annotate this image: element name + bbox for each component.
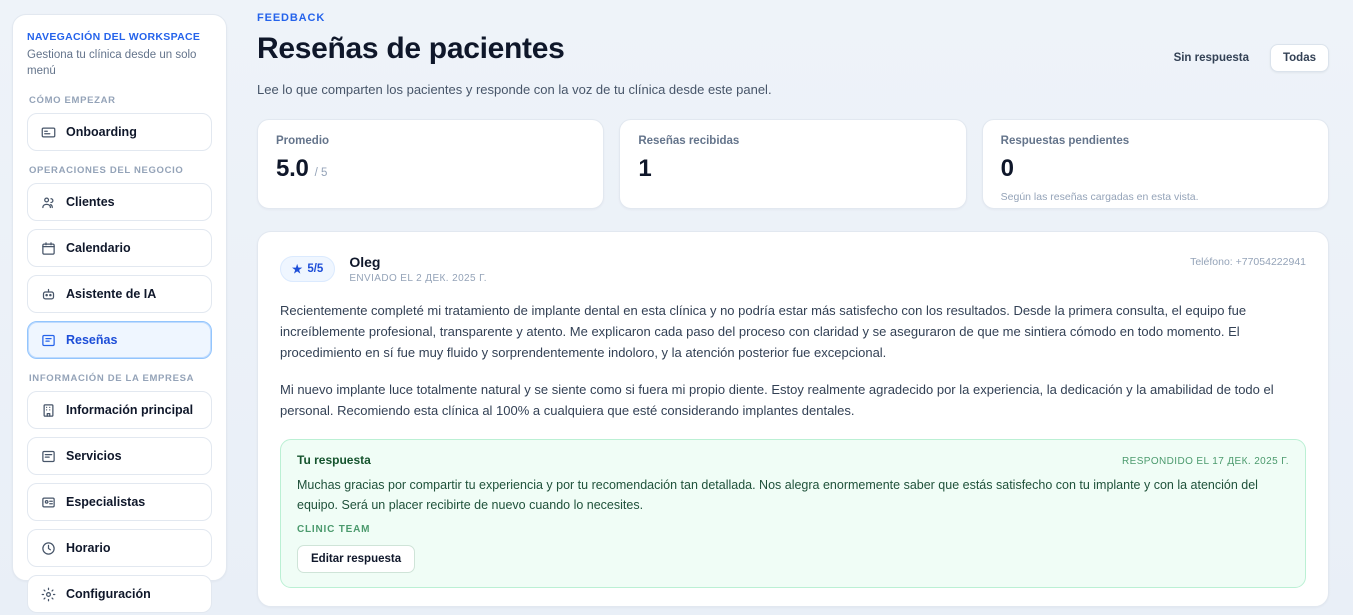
page-title: Reseñas de pacientes bbox=[257, 32, 565, 65]
sidebar-card bbox=[12, 14, 227, 602]
sidebar-item-label: Onboarding bbox=[66, 125, 137, 140]
breadcrumb: FEEDBACK bbox=[257, 12, 326, 24]
review-body bbox=[280, 300, 1306, 421]
stat-note: Según las reseñas cargadas en esta vista. bbox=[1000, 191, 1199, 203]
sidebar-item-label: Servicios bbox=[66, 449, 122, 464]
sidebar-item-servicios[interactable] bbox=[27, 437, 212, 475]
sidebar-item-asistente-de-ia[interactable] bbox=[27, 275, 212, 313]
sidebar-item-horario[interactable] bbox=[27, 529, 212, 567]
stat-label: Promedio bbox=[276, 135, 330, 147]
status-badge bbox=[280, 256, 335, 282]
stat-value: 5.0 bbox=[276, 155, 309, 182]
sidebar-item-label: Clientes bbox=[66, 195, 115, 210]
gear-icon bbox=[40, 586, 56, 602]
stat-value-row bbox=[638, 155, 947, 183]
stat-card-promedio bbox=[257, 119, 604, 209]
clock-icon bbox=[40, 540, 56, 556]
sidebar-item-informacion-principal[interactable] bbox=[27, 391, 212, 429]
review-panel bbox=[257, 231, 1329, 607]
list-icon bbox=[40, 448, 56, 464]
filter-group bbox=[1161, 44, 1329, 72]
stat-value-row bbox=[276, 155, 585, 183]
star-icon: ★ bbox=[292, 264, 303, 276]
building-icon bbox=[40, 402, 56, 418]
stat-suffix: / 5 bbox=[314, 167, 328, 179]
stats-row bbox=[257, 119, 1329, 209]
filter-todas[interactable]: Todas bbox=[1270, 44, 1329, 72]
reply-title: Tu respuesta bbox=[297, 453, 371, 468]
edit-reply-button[interactable]: Editar respuesta bbox=[297, 545, 415, 573]
review-header bbox=[280, 254, 1306, 284]
sidebar-item-calendario[interactable] bbox=[27, 229, 212, 267]
sidebar-item-clientes[interactable] bbox=[27, 183, 212, 221]
stat-value: 0 bbox=[1000, 155, 1014, 182]
id-card-icon bbox=[40, 124, 56, 140]
sidebar-item-onboarding[interactable] bbox=[27, 113, 212, 151]
sidebar-item-label: Horario bbox=[66, 541, 111, 556]
sidebar-item-resenas[interactable] bbox=[27, 321, 212, 359]
sidebar bbox=[0, 0, 239, 615]
review-icon bbox=[40, 332, 56, 348]
nav-group-label-operations: OPERACIONES DEL NEGOCIO bbox=[29, 165, 184, 177]
stat-value: 1 bbox=[638, 155, 652, 182]
sidebar-item-configuracion[interactable] bbox=[27, 575, 212, 613]
stat-label: Respuestas pendientes bbox=[1000, 135, 1130, 147]
sidebar-item-label: Especialistas bbox=[66, 495, 146, 510]
nav-group-label-getting-started: CÓMO EMPEZAR bbox=[29, 95, 116, 107]
reply-text: Muchas gracias por compartir tu experiencia y por tu recomendación tan detallada. Nos alegra enormemente saber que estás satisfecho con tu implante y con la atención del equipo. Será un placer recibirte de nuevo cuando lo necesites. bbox=[297, 478, 1258, 512]
sidebar-item-label: Asistente de IA bbox=[66, 287, 157, 302]
reviewer-name: Oleg bbox=[349, 254, 381, 270]
review-paragraph: Mi nuevo implante luce totalmente natural y se siente como si fuera mi propio diente. Estoy realmente agradecido por la experiencia, la dedicación y la amabilidad de todo el personal. Recomiendo esta clínica al 100% a cualquiera que esté considerando implantes dentales. bbox=[280, 382, 1274, 419]
stat-card-resenas-recibidas bbox=[619, 119, 966, 209]
reply-date: RESPONDIDO EL 17 ДЕК. 2025 Г. bbox=[1122, 456, 1289, 468]
reviewer-phone: Teléfono: +77054222941 bbox=[1190, 256, 1306, 268]
reply-box bbox=[280, 439, 1306, 588]
robot-icon bbox=[40, 286, 56, 302]
nav-group-label-company-info: INFORMACIÓN DE LA EMPRESA bbox=[29, 373, 195, 385]
sidebar-item-label: Reseñas bbox=[66, 333, 118, 348]
users-icon bbox=[40, 194, 56, 210]
calendar-icon bbox=[40, 240, 56, 256]
workspace-title: NAVEGACIÓN DEL WORKSPACE bbox=[27, 31, 201, 43]
review-paragraph: Recientemente completé mi tratamiento de implante dental en esta clínica y no podría estar más satisfecho con los resultados. Desde la primera consulta, el equipo fue increíblemente profesional, transparente y atento. Me explicaron cada paso del proceso con claridad y se aseguraron de que me sintiera cómodo en todo momento. El procedimiento en sí fue muy fluido y sorprendentemente indoloro, y la atención posterior fue excepcional. bbox=[280, 303, 1247, 361]
sidebar-item-label: Calendario bbox=[66, 241, 131, 256]
reviewer-block bbox=[349, 254, 487, 284]
stat-label: Reseñas recibidas bbox=[638, 135, 740, 147]
badge-icon bbox=[40, 494, 56, 510]
page-subtitle: Lee lo que comparten los pacientes y responde con la voz de tu clínica desde este panel. bbox=[257, 82, 772, 97]
filter-sin-respuesta[interactable]: Sin respuesta bbox=[1161, 44, 1262, 72]
sidebar-item-especialistas[interactable] bbox=[27, 483, 212, 521]
workspace-subtitle: Gestiona tu clínica desde un solo menú bbox=[27, 49, 197, 77]
sidebar-item-label: Configuración bbox=[66, 587, 151, 602]
rating-value: 5/5 bbox=[307, 263, 324, 275]
main-content bbox=[239, 0, 1353, 615]
page-header-row bbox=[257, 32, 1329, 72]
review-date: ENVIADO EL 2 ДЕК. 2025 Г. bbox=[349, 273, 487, 284]
stat-value-row bbox=[1001, 155, 1310, 183]
stat-card-respuestas-pendientes bbox=[982, 119, 1329, 209]
sidebar-item-label: Información principal bbox=[66, 403, 194, 418]
reply-header bbox=[297, 453, 1289, 467]
reply-author: CLINIC TEAM bbox=[297, 523, 371, 535]
